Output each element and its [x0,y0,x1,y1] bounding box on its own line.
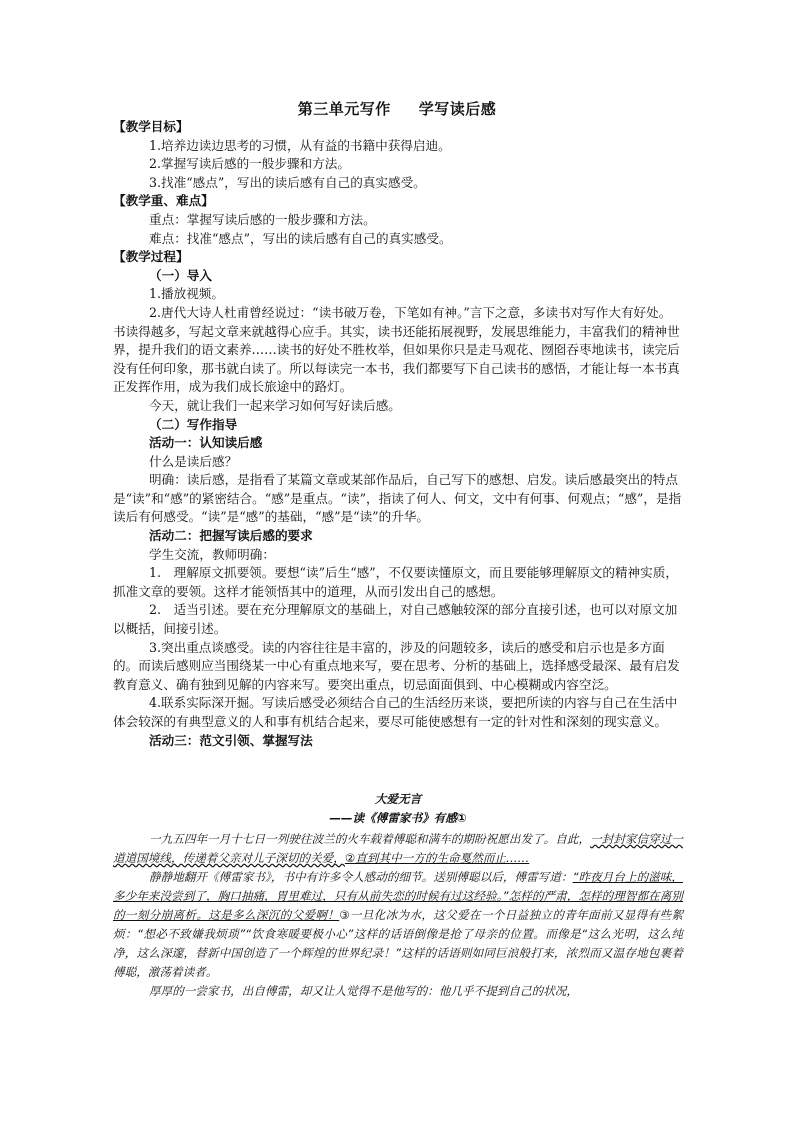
intro-closing: 今天，就让我们一起来学习如何写好读后感。 [149,397,401,413]
difficulty-item: 难点：找准“感点”，写出的读后感有自己的真实感受。 [149,230,452,246]
essay-paragraph [113,868,683,982]
question-line: 什么是读后感？ [149,453,238,469]
essay-subtitle: ——读《傅雷家书》有感① [329,811,467,825]
title-unit: 第三单元写作 [297,100,391,118]
essay-text: 静静地翻开《傅雷家书》，书中有许多令人感动的细节。送别傅聪以后，傅雷写道： [149,870,573,884]
exchange-line: 学生交流，教师明确： [149,546,275,562]
sample-essay [113,790,683,1001]
section-heading-goals: 【教学目标】 [113,119,189,134]
subsection-intro: （一）导入 [149,267,212,283]
essay-underlined-text: “昨夜月台上的滋味，多少年来没尝到了，胸口抽痛，胃里难过，只有从前失恋的时候有过这经验。”怎样的严肃，怎样的理智都在离别的一刻分崩离析。这是多么深沉的父爱啊！ [113,870,684,922]
requirement-item: 4.联系实际深开掘。写读后感受必须结合自己的生活经历来谈，要把所读的内容与自己在生活中体会较深的有典型意义的人和事有机结合起来，要尽可能使感想有一定的针对性和深刻的现实意义。 [113,695,678,729]
section-heading-keypoints: 【教学重、难点】 [113,193,214,209]
requirement-item: 2. 适当引述。要在充分理解原文的基础上，对自己感触较深的部分直接引述，也可以对原文加以概括，间接引述。 [113,602,678,637]
section-heading-process: 【教学过程】 [113,249,189,265]
essay-paragraph: 厚厚的一尝家书，出自傅雷，却又让人觉得不是他写的：他几乎不提到自己的状况， [149,984,578,998]
essay-underlined-text: 一封封家信穿过一道道国境线，传递着父亲对儿子深切的关爱， [113,832,683,865]
requirement-item: 3.突出重点谈感受。读的内容往往是丰富的，涉及的问题较多，读后的感受和启示也是多方面的。而读后感则应当围绕某一中心有重点地来写，要在思考、分析的基础上，选择感受最深、最有启发教育意义、确有独到见解的内容来写。要突出重点，切忌面面俱到、中心模糊或内容空泛。 [113,639,680,692]
essay-text: 一九五四年一月十七日一列驶往波兰的火车载着傅聪和满车的期盼祝愿出发了。自此， [149,832,591,846]
definition-paragraph: 明确：读后感，是指看了某篇文章或某部作品后，自己写下的感想、启发。读后感最突出的特点是“读”和“感”的紧密结合。“感”是重点。“读”，指读了何人、何文，文中有何事、何观点；“感”，是指读后有何感受。“读”是“感”的基础，“感”是“读”的升华。 [113,472,682,525]
lesson-plan-body [113,118,683,750]
activity-three-heading: 活动三：范文引领、掌握写法 [149,732,313,748]
essay-paragraph [113,830,683,868]
title-topic: 学写读后感 [418,100,497,118]
activity-one-heading: 活动一：认知读后感 [149,435,263,451]
page-title [0,98,794,119]
essay-text: ②直到其中一方的生命戛然而止…… [344,851,530,865]
subsection-guidance: （二）写作指导 [149,416,238,432]
essay-title: 大爱无言 [374,792,422,806]
goal-item: 1.培养边读边思考的习惯，从有益的书籍中获得启迪。 [149,137,451,153]
requirement-item: 1. 理解原文抓要领。要想“读”后生“感”，不仅要读懂原文，而且要能够理解原文的精神实质，抓准文章的要领。这样才能领悟其中的道理，从而引发出自己的感想。 [113,565,678,599]
essay-text: ③一旦化冰为水，这父爱在一个日益独立的青年面前又显得有些絮烦：“想必不致嫌我烦琐”“饮食寒暖要极小心”这样的话语倒像是抢了母亲的位置。而像是“这么光明，这么纯净，这么深邃，替新中国创造了一个辉煌的世界纪录！”这样的话语则如同巨浪般打来，浓烈而又温存地包裹着傅聪，激荡着读者。 [113,908,683,979]
goal-item: 2.掌握写读后感的一般步骤和方法。 [149,156,350,172]
goal-item: 3.找准“感点”，写出的读后感有自己的真实感受。 [149,174,426,190]
step-item: 1.播放视频。 [149,286,224,302]
keypoint-item: 重点：掌握写读后感的一般步骤和方法。 [149,211,376,227]
intro-paragraph: 2.唐代大诗人杜甫曾经说过：“读书破万卷，下笔如有神。”言下之意，多读书对写作大有好处。书读得越多，写起文章来就越得心应手。其实，读书还能拓展视野，发展思维能力，丰富我们的精神世界，提升我们的语文素养……读书的好处不胜枚举，但如果你只是走马观花、囫囵吞枣地读书，读完后没有任何印象，那书就白读了。所以每读完一本书，我们都要写下自己读书的感悟，才能让每一本书真正发挥作用，成为我们成长旅途中的路灯。 [113,304,680,395]
activity-two-heading: 活动二：把握写读后感的要求 [149,528,313,544]
